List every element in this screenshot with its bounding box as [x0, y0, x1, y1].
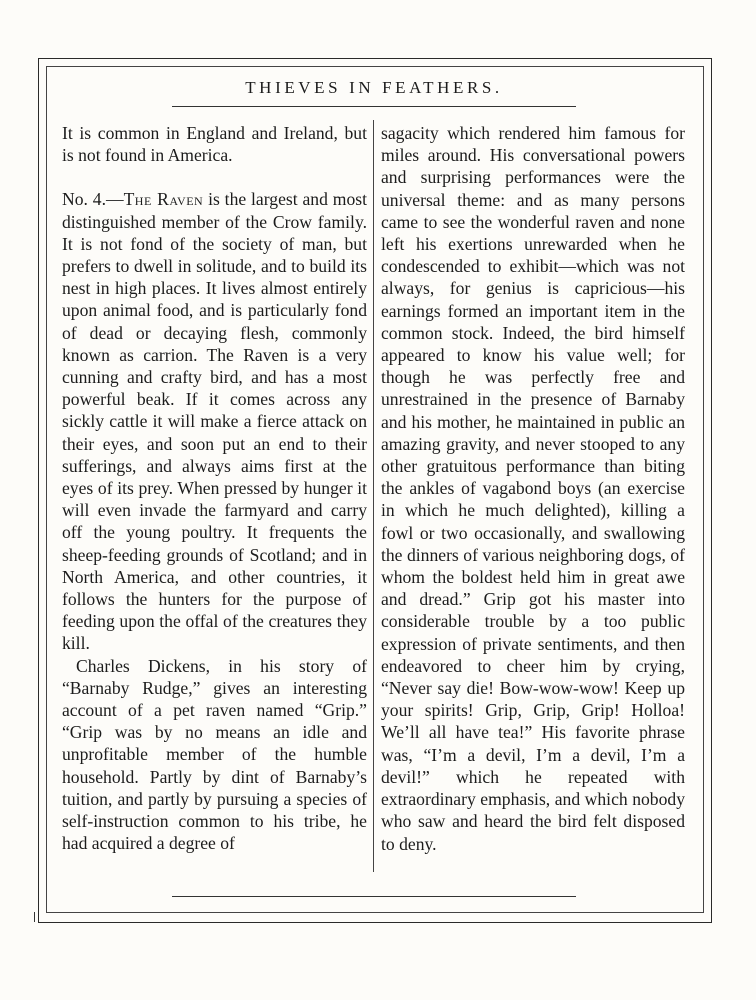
entry-name: The Raven [123, 189, 204, 210]
left-column [62, 122, 367, 855]
right-paragraph-1: sagacity which rendered him famous for miles around. His conversational powers and surprising performances were the universal theme: and as many persons came to see the wonderful raven and none left his exertions unrewarded when he condescended to exhibit—which was not always, for genius is capricious—his earnings formed an important item in the common stock. Indeed, the bird himself appeared to know his value well; for though he was perfectly free and unrestrained in the presence of Barnaby and his mother, he maintained in public an amazing gravity, and never stooped to any other gratuitous performance than biting the ankles of vagabond boys (an exercise in which he much delighted), killing a fowl or two occasionally, and swallowing the dinners of various neighboring dogs, of whom the boldest held him in great awe and dread.” Grip got his master into considerable trouble by a too public expression of private sentiments, and then endeavored to cheer him by crying, “Never say die! Bow-wow-wow! Keep up your spirits! Grip, Grip, Grip! Holloa! We’ll all have tea!” His favorite phrase was, “I’m a devil, I’m a devil, I’m a devil!” which he repeated with extraordinary emphasis, and which nobody who saw and heard the bird felt disposed to deny. [381, 123, 685, 854]
column-divider [373, 120, 374, 872]
right-column [381, 122, 685, 855]
entry-number: No. 4.— [62, 189, 124, 210]
left-paragraph-2 [62, 188, 367, 654]
entry-text: is the largest and most distinguished member of the Crow family. It is not fond of the society of man, but prefers to dwell in solitude, and to build its nest in high places. It lives almost entirely upon animal food, and is particularly fond of dead or decaying flesh, commonly known as carrion. The Raven is a very cunning and crafty bird, and has a most powerful beak. If it comes across any sickly cattle it will make a fierce attack on their eyes, and soon put an end to their sufferings, and always aims first at the eyes of its prey. When pressed by hunger it will even invade the farmyard and carry off the young poultry. It frequents the sheep-feeding grounds of Scotland; and in North America, and other countries, it follows the hunters for the purpose of feeding upon the offal of the creatures they kill. [62, 189, 367, 654]
title-rule [172, 106, 576, 107]
left-paragraph-1: It is common in England and Ireland, but is not found in America. [62, 123, 367, 166]
margin-mark [34, 912, 41, 922]
page-title: THIEVES IN FEATHERS. [245, 78, 503, 97]
left-paragraph-3: Charles Dickens, in his story of “Barnaby Rudge,” gives an interesting account of a pet raven named “Grip.” “Grip was by no means an idle and unprofitable member of the humble household. Partly by dint of Barnaby’s tuition, and partly by pursuing a species of self-instruction common to his tribe, he had acquired a degree of [62, 655, 367, 854]
bottom-rule [172, 896, 576, 897]
